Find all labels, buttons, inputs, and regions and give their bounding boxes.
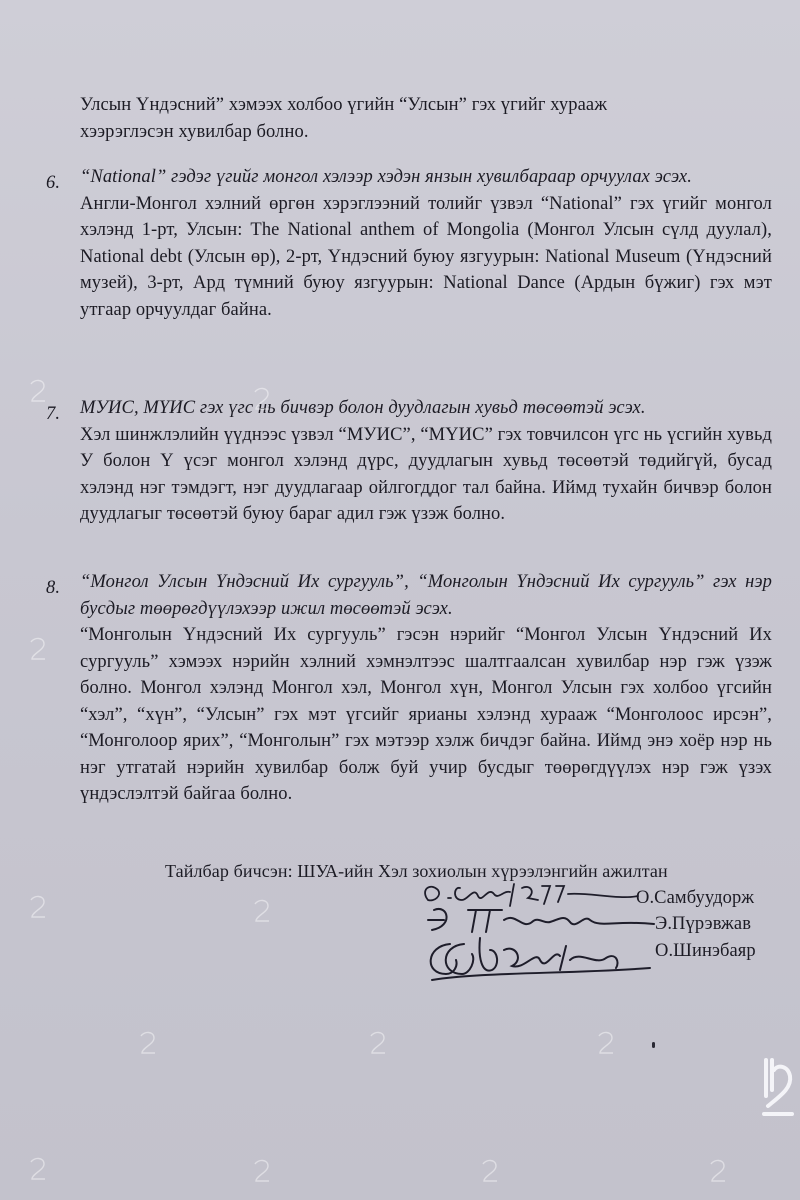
section-7-number: 7. (46, 404, 61, 424)
section-6-answer: Англи-Монгол хэлний өргөн хэрэглээний толийг үзвэл “National” гэх үгийг монгол хэлэнд 1-рт, Улсын: The National anthem of Mongolia (Монгол Улсын сүлд дуулал), National debt (Улсын өр), 2-рт, Үндэсний буюу язгуурын: National Museum (Үндэсний музей), 3-рт, Ард түмний буюу язгуурын: National Dance (Ардын бүжиг) гэх мэт утгаар орчуулдаг байна. (80, 193, 772, 320)
signer-1: О.Самбуудорж (636, 888, 755, 908)
section-8 (80, 569, 772, 808)
watermark-icon (708, 1158, 730, 1184)
ink-dot (652, 1042, 655, 1048)
intro-line-2: хээрэглэсэн хувилбар болно. (80, 121, 309, 142)
section-6-question: “National” гэдэг үгийг монгол хэлээр хэдэн янзын хувилбараар орчуулах эсэх. (80, 167, 692, 187)
section-8-question: “Монгол Улсын Үндэсний Их сургууль”, “Монголын Үндэсний Их сургууль” гэх нэр бусдыг төөрөгдүүлэхээр ижил төсөөтэй эсэх. (80, 572, 772, 619)
section-8-answer: “Монголын Үндэсний Их сургууль” гэсэн нэрийг “Монгол Улсын Үндэсний Их сургууль” хэмээх нэрийн хэлний хэмнэлтээс шалтгаалсан хувилбар нэр гэж үзэж болно. Монгол хэлэнд Монгол хэл, Монгол хүн, Монгол Улсын гэх холбоо үгсийн “хэл”, “хүн”, “Улсын” гэх мэт үгсийг ярианы хэлэнд хурааж “Монголоос ирсэн”, “Монголоор ярих”, “Монголын” гэх мэтээр хэлж бичдэг байна. Иймд энэ хоёр нэр нь нэг утгатай нэрийн хувилбар болж буй учир бусдыг төөрөгдүүлэх нэр гэж үзэх үндэслэлтэй байгаа болно. (80, 625, 772, 804)
signoff-label: Тайлбар бичсэн: ШУА-ийн Хэл зохиолын хүрээлэнгийн ажилтан (165, 861, 668, 881)
section-8-number: 8. (46, 578, 61, 598)
watermark-icon (28, 378, 50, 404)
intro-line-1: Улсын Үндэсний” хэмээх холбоо үгийн “Улсын” гэх үгийг хурааж (80, 95, 608, 115)
watermark-logo-icon (760, 1056, 796, 1120)
intro-paragraph (80, 92, 770, 145)
watermark-icon (252, 386, 274, 412)
watermark-icon (28, 894, 50, 920)
section-7 (80, 395, 772, 528)
watermark-icon (252, 898, 274, 924)
watermark-icon (28, 636, 50, 662)
section-7-answer: Хэл шинжлэлийн үүднээс үзвэл “МУИС”, “МҮИС” гэх товчилсон үгс нь үсгийн хувьд У болон Ү үсэг монгол хэлэнд дүрс, дуудлагын хувьд төсөөтэй төдийгүй, бусад хэлэнд нэг тэмдэгт, нэг дуудлагаар ойлгогддог тал байна. Иймд тухайн бичвэр болон дуудлагыг төсөөтэй буюу бараг адил гэж үзэж болно. (80, 424, 772, 524)
watermark-icon (596, 1030, 618, 1056)
section-6 (80, 164, 772, 323)
watermark-icon (138, 1030, 160, 1056)
signature-shinebayar (420, 930, 660, 986)
watermark-icon (480, 1158, 502, 1184)
signer-2: Э.Пүрэвжав (655, 914, 752, 934)
section-7-question: МУИС, МҮИС гэх үгс нь бичвэр болон дуудлагын хувьд төсөөтэй эсэх. (80, 398, 646, 418)
section-6-number: 6. (46, 173, 61, 193)
signer-3: О.Шинэбаяр (655, 941, 756, 961)
watermark-icon (252, 1158, 274, 1184)
watermark-icon (28, 1156, 50, 1182)
watermark-icon (368, 1030, 390, 1056)
